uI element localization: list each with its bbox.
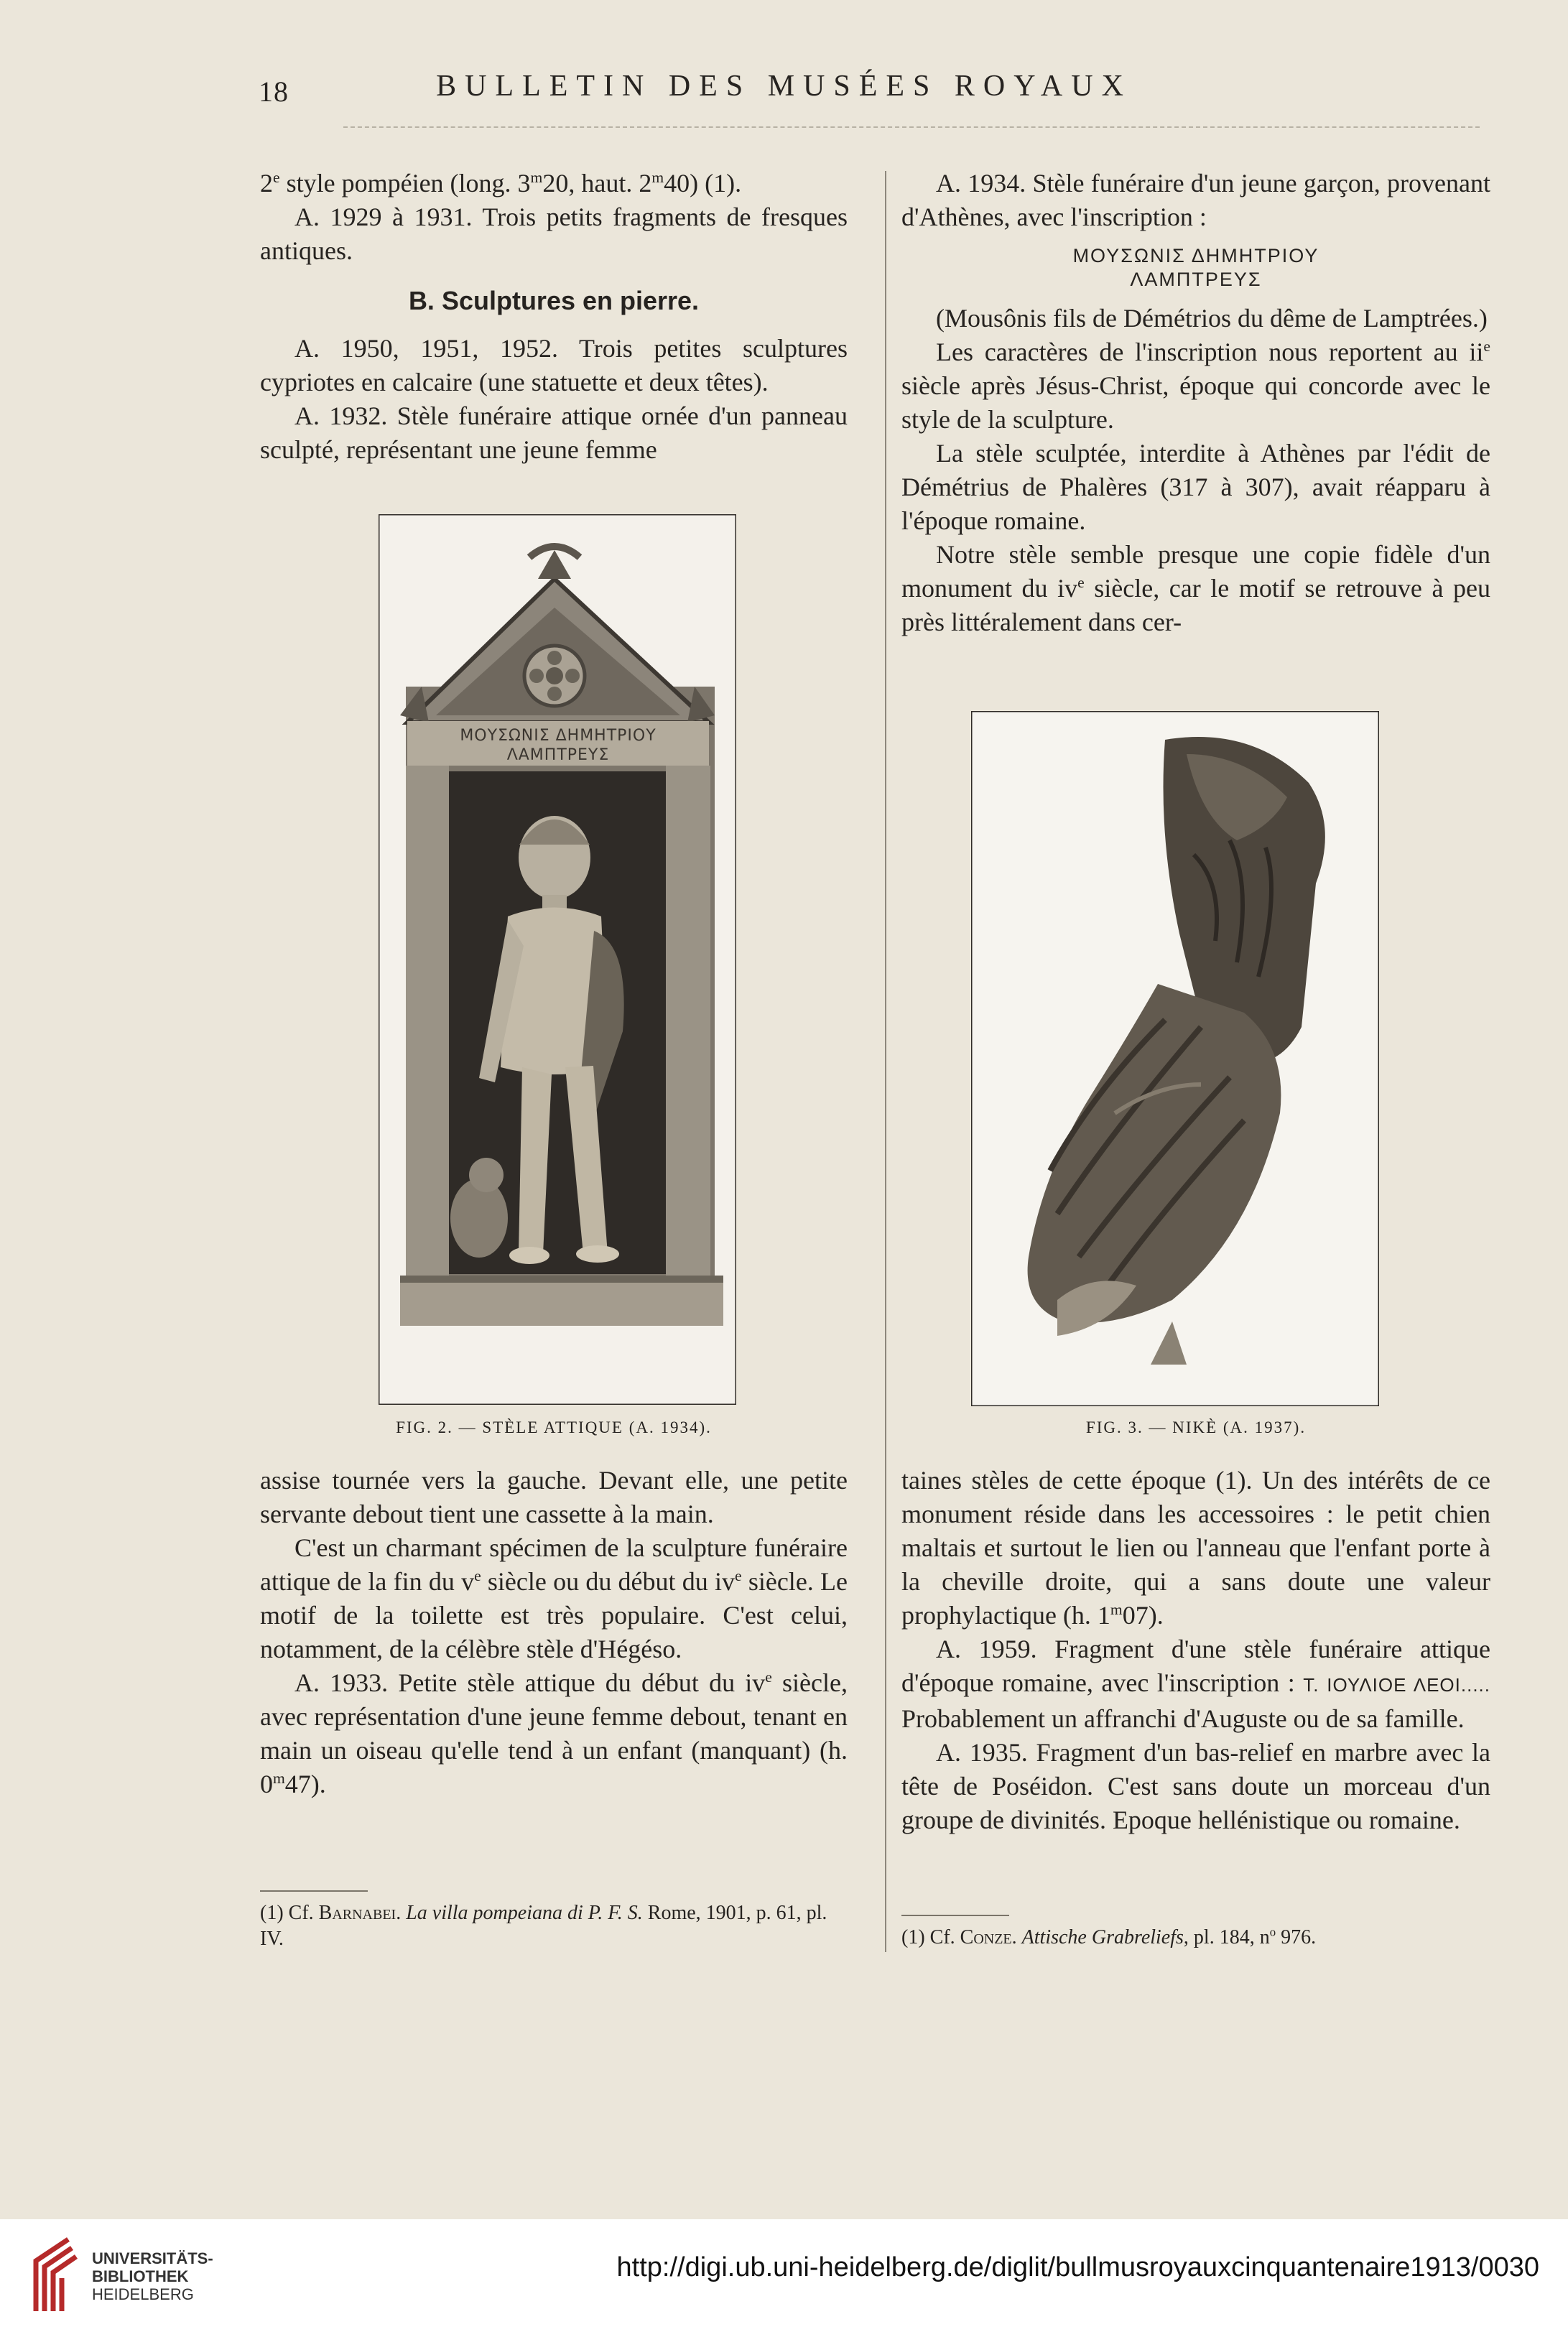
figure-2-caption: FIG. 2. — STÈLE ATTIQUE (A. 1934). bbox=[396, 1418, 712, 1436]
figure-2-photo bbox=[379, 514, 736, 1405]
greek-inscription: ΜΟΥΣΩΝΙΣ ΔΗΜΗΤΡΙΟΥ ΛΑΜΠΤΡΕΥΣ bbox=[1072, 245, 1319, 290]
library-logo-icon bbox=[29, 2232, 86, 2318]
figure-3-photo bbox=[971, 711, 1379, 1406]
paragraph: A. 1934. Stèle funéraire d'un jeune garçon, provenant d'Athènes, avec l'inscription : bbox=[901, 169, 1490, 231]
paragraph: La stèle sculptée, interdite à Athènes par l'édit de Démétrius de Phalères (317 à 307), avait réapparu à l'époque romaine. bbox=[901, 439, 1490, 535]
paragraph: (Mousônis fils de Démétrios du dême de Lamptrées.) bbox=[936, 304, 1488, 333]
paragraph: taines stèles de cette époque (1). Un des intérêts de ce monument réside dans les accessoires : le petit chien maltais et surtout le lien ou l'anneau que l'enfant porte à la cheville droite, qui a sans doute une valeur prophylactique (h. 1$^m$07). bbox=[901, 1466, 1490, 1630]
library-footer bbox=[0, 2219, 1568, 2332]
paragraph: A. 1950, 1951, 1952. Trois petites sculptures cypriotes en calcaire (une statuette et deux têtes). bbox=[260, 334, 848, 396]
right-column-top bbox=[901, 167, 1490, 639]
paragraph: Les caractères de l'inscription nous reportent au $ii^e$ siècle après Jésus-Christ, époque qui concorde avec le style de la sculpture. bbox=[901, 338, 1490, 434]
stele-inscription-line-2: ΛΑΜΠΤΡΕΥΣ bbox=[506, 746, 610, 764]
paragraph: 2e style pompéien (long. 3$^m$20, haut. 2$^m$40) (1). bbox=[260, 169, 742, 198]
paragraph: assise tournée vers la gauche. Devant elle, une petite servante debout tient une cassette à la main. bbox=[260, 1466, 848, 1528]
section-heading: B. Sculptures en pierre. bbox=[408, 286, 700, 315]
paragraph: A. 1933. Petite stèle attique du début du $iv^e$ siècle, avec représentation d'une jeune femme debout, tenant en main un oiseau qu'elle tend à un enfant (manquant) (h. 0$^m$47). bbox=[260, 1668, 848, 1798]
paragraph: A. 1932. Stèle funéraire attique ornée d'un panneau sculpté, représentant une jeune femme bbox=[260, 401, 848, 464]
page-number: 18 bbox=[259, 75, 289, 108]
paragraph: C'est un charmant spécimen de la sculpture funéraire attique de la fin du $v^e$ siècle ou du début du $iv^e$ siècle. Le motif de la toilette est très populaire. C'est celui, notamment, de la célèbre stèle d'Hégéso. bbox=[260, 1533, 848, 1663]
header-rule bbox=[343, 126, 1480, 128]
paragraph: A. 1935. Fragment d'un bas-relief en marbre avec la tête de Poséidon. C'est sans doute un morceau d'un groupe de divinités. Epoque hellénistique ou romaine. bbox=[901, 1738, 1490, 1834]
left-column-bottom bbox=[260, 1464, 848, 1801]
footnote-rule bbox=[260, 1890, 368, 1892]
paragraph: A. 1959. Fragment d'une stèle funéraire attique d'époque romaine, avec l'inscription : Τ. ΙΟΥΛΙΟΕ ΛΕΟΙ..... Probablement un affranchi d'Auguste ou de sa famille. bbox=[901, 1635, 1490, 1733]
paragraph: Notre stèle semble presque une copie fidèle d'un monument du $iv^e$ siècle, car le motif se retrouve à peu près littéralement dans cer- bbox=[901, 540, 1490, 636]
stele-photo-image bbox=[379, 514, 736, 1405]
source-url-link[interactable]: http://digi.ub.uni-heidelberg.de/diglit/bullmusroyauxcinquantenaire1913/0030 bbox=[616, 2252, 1539, 2282]
footnote-rule bbox=[901, 1915, 1009, 1916]
library-name: UNIVERSITÄTS- BIBLIOTHEK HEIDELBERG bbox=[92, 2249, 213, 2303]
left-column-top bbox=[260, 167, 848, 467]
figure-3-caption: FIG. 3. — NIKÈ (A. 1937). bbox=[1085, 1418, 1307, 1436]
footnote-left: (1) Cf. Barnabei. La villa pompeiana di P. F. S. Rome, 1901, p. 61, pl. IV. bbox=[260, 1902, 827, 1950]
running-title: BULLETIN DES MUSÉES ROYAUX bbox=[436, 70, 1132, 103]
footnote-right: (1) Cf. Conze. Attische Grabreliefs, pl. 184, $n^o$ 976. bbox=[901, 1925, 1317, 1948]
paragraph: A. 1929 à 1931. Trois petits fragments de fresques antiques. bbox=[260, 203, 848, 265]
column-divider bbox=[885, 171, 886, 1952]
stele-inscription-line-1: ΜΟΥΣΩΝΙΣ ΔΗΜΗΤΡΙΟΥ bbox=[460, 727, 657, 745]
nike-photo-image bbox=[971, 711, 1379, 1406]
right-column-bottom bbox=[901, 1464, 1490, 1837]
